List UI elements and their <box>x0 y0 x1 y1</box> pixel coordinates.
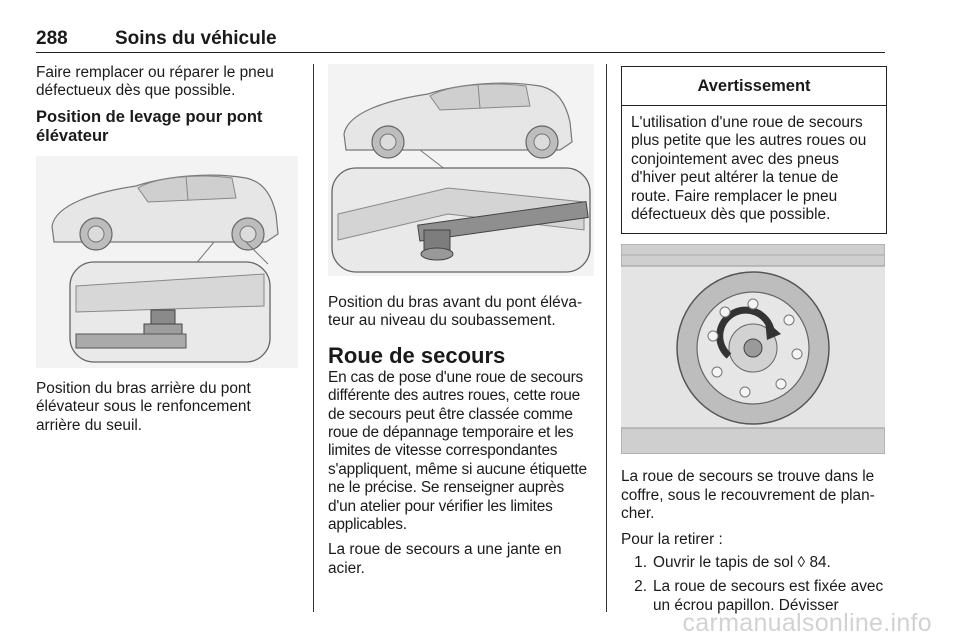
column-1 <box>36 64 298 435</box>
list-item: 2. La roue de secours est fixée avec un écrou papillon. Dévisser <box>634 578 884 614</box>
remove-intro: Pour la retirer : <box>621 530 723 548</box>
warning-text: L'utilisation d'une roue de secours plus petite que les autres roues ou conjointement avec des pneus d'hiver peut altérer la tenue de route. Faire remplacer le pneu défectueux dès que possible. <box>631 114 867 224</box>
column-divider <box>606 64 607 612</box>
list-item: 1. Ouvrir le tapis de sol ◊ 84. <box>634 554 831 572</box>
location-paragraph: La roue de secours se trouve dans le coffre, sous le recouvrement de plancher. <box>621 468 875 523</box>
spare-tyre <box>677 272 829 424</box>
warning-box <box>621 66 887 234</box>
lift-position-heading: Position de levage pour pont élévateur <box>36 107 263 145</box>
steel-rim-paragraph: La roue de secours a une jante en acier. <box>328 541 562 577</box>
section-title: Soins du véhicule <box>115 28 277 49</box>
page-number: 288 <box>36 28 68 49</box>
rear-lift-point-figure <box>36 156 298 368</box>
spare-wheel-paragraph: En cas de pose d'une roue de secours différente des autres roues, cette roue de secours peut être classée comme roue de dépannage temporaire et les limites de vitesse correspondantes s'appliquent, même si aucune étiquette ne le précise. Se renseigner auprès d'un atelier pour vérifier les limites applicables. <box>328 368 587 534</box>
intro-text: Faire remplacer ou réparer le pneu défectueux dès que possible. <box>36 64 274 100</box>
front-lift-point-figure <box>328 64 594 276</box>
spare-wheel-figure <box>621 244 885 454</box>
spare-wheel-heading: Roue de secours <box>328 342 506 368</box>
column-divider <box>313 64 314 612</box>
removal-steps <box>621 554 887 615</box>
column-3 <box>621 66 887 621</box>
column-2 <box>328 64 594 578</box>
page-header <box>36 28 885 53</box>
watermark: carmanualsonline.info <box>682 609 932 637</box>
detail-inset <box>70 262 270 362</box>
rear-lift-caption: Position du bras arrière du pont élévateur sous le renfoncement arrière du seuil. <box>36 379 251 434</box>
detail-inset <box>332 168 590 272</box>
warning-title: Avertissement <box>622 67 886 106</box>
front-lift-caption: Position du bras avant du pont élévateur au niveau du soubassement. <box>328 294 583 330</box>
